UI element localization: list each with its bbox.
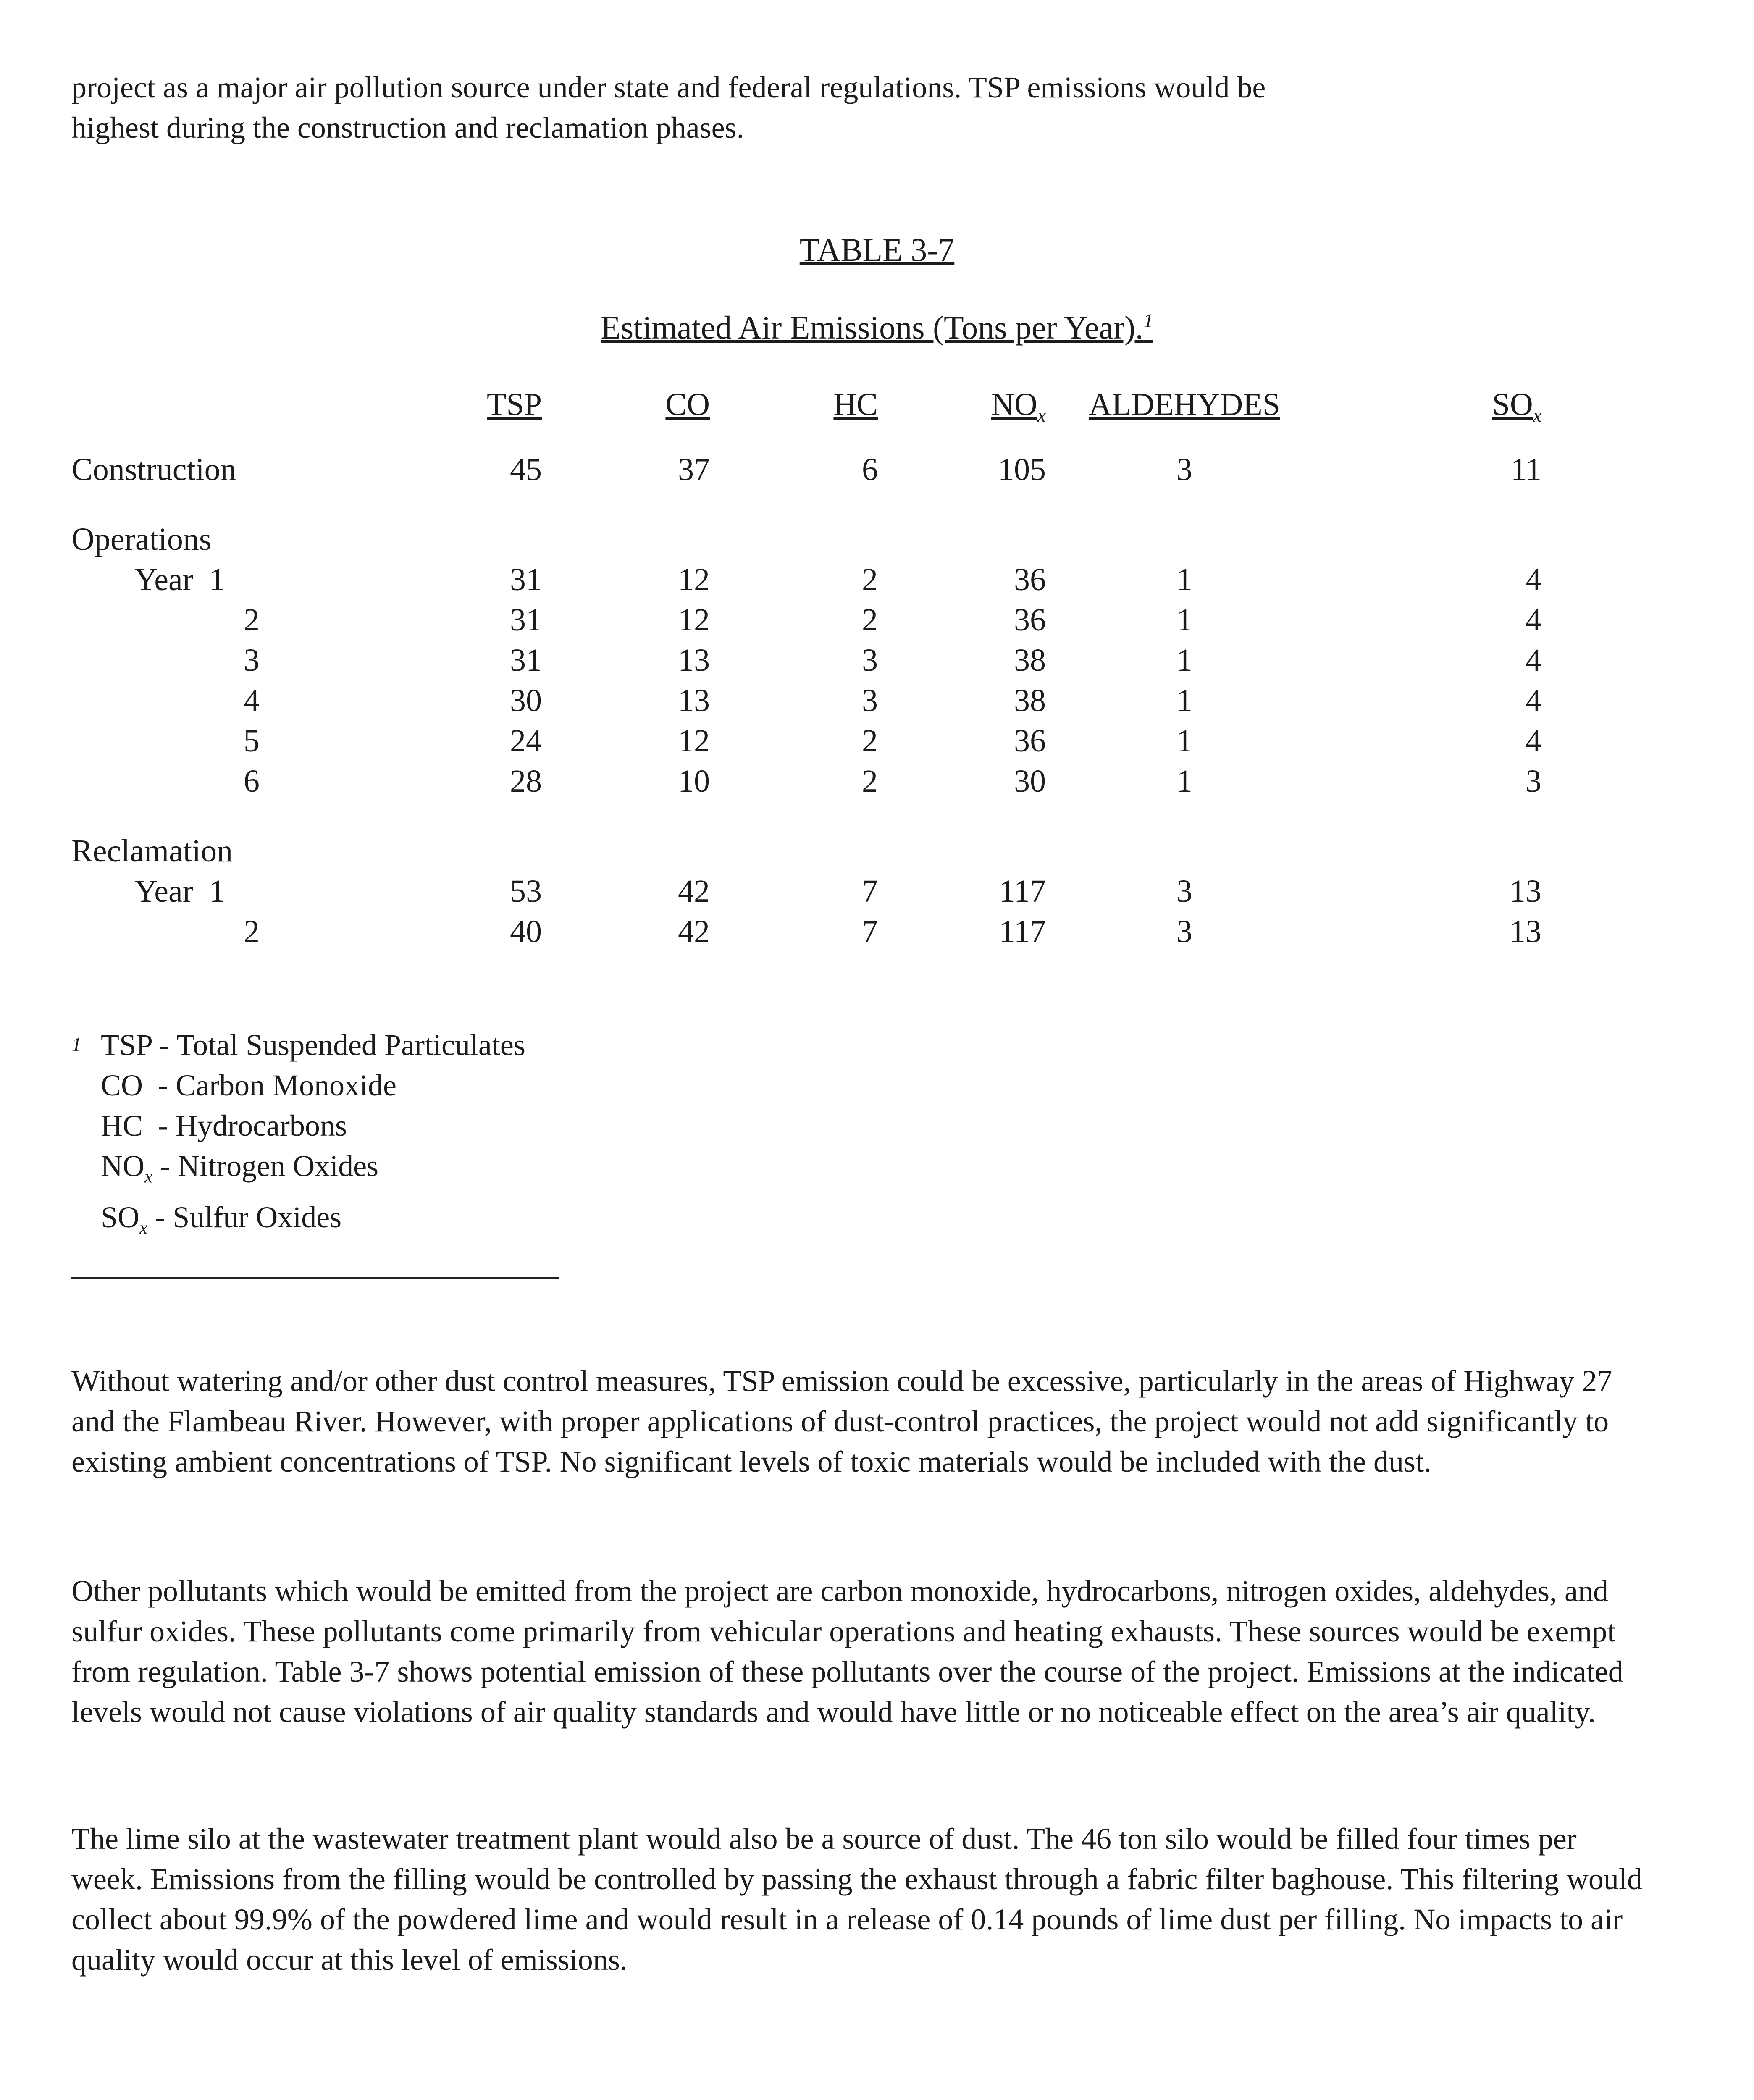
cell-sox: 3 [1526,764,1541,799]
header-tsp: TSP [487,387,542,422]
row-label: 4 [244,683,260,718]
cell-co: 13 [678,683,710,718]
cell-sox: 11 [1510,452,1541,487]
header-sox [1323,386,1558,449]
cell-nox: 105 [998,452,1046,487]
footnote-row [71,1146,525,1197]
cell-sox: 13 [1510,914,1541,949]
cell-co: 13 [678,643,710,678]
year-word: Year [134,562,194,597]
body-paragraph-1: Without watering and/or other dust control measures, TSP emission could be excessive, particularly in the areas of Highway 27 and the Flambeau River. However, with proper applications of dust-control practices, the project would not add significantly to existing ambient concentrations of TSP. No significant levels of toxic materials would be included with the dust. [71,1364,1612,1478]
section-label-reclamation [71,831,1558,871]
row-label: 3 [244,643,260,678]
row-label [71,559,391,600]
emissions-table [71,386,1558,952]
cell-tsp: 31 [510,562,542,597]
table-row-operations-year-6 [71,761,1558,801]
cell-aldehydes: 3 [1176,452,1192,487]
footnote-row [71,1025,525,1065]
table-footnotes [71,1025,525,1249]
cell-aldehydes: 1 [1176,562,1192,597]
footnote-row [71,1065,525,1105]
table-row-operations-year-2 [71,600,1558,640]
row-label: 2 [244,914,260,949]
table-title-text: Estimated Air Emissions (Tons per Year). [601,309,1144,346]
cell-nox: 36 [1014,602,1046,638]
cell-co: 42 [678,874,710,909]
table-row-reclamation-year-1 [71,871,1558,911]
row-label [71,871,391,911]
cell-tsp: 28 [510,764,542,799]
year-number: 1 [209,874,226,909]
cell-nox: 30 [1014,764,1046,799]
footnote-desc: - Total Suspended Particulates [159,1028,525,1062]
body-paragraph-2: Other pollutants which would be emitted from the project are carbon monoxide, hydrocarbons, nitrogen oxides, aldehydes, and sulfur oxides. These pollutants come primarily from vehicular operations and heating exhausts. These sources would be exempt from regulation. Table 3-7 shows potential emission of these pollutants over the course of the project. Emissions at the indicated levels would not cause violations of air quality standards and would have little or no noticeable effect on the area’s air quality. [71,1574,1623,1729]
footnote-desc: - Sulfur Oxides [155,1200,342,1234]
cell-hc: 3 [862,643,878,678]
header-co: CO [665,387,710,422]
cell-nox: 38 [1014,683,1046,718]
row-label: 2 [244,602,260,638]
cell-co: 12 [678,602,710,638]
header-nox [895,386,1063,449]
cell-aldehydes: 3 [1176,914,1192,949]
cell-hc: 7 [862,874,878,909]
footnote-desc: - Hydrocarbons [158,1109,347,1142]
year-word: Year [134,874,194,909]
row-label: Reclamation [71,833,233,869]
cell-tsp: 31 [510,643,542,678]
cell-aldehydes: 1 [1176,602,1192,638]
cell-sox: 4 [1526,643,1541,678]
footnote-row [71,1105,525,1146]
cell-sox: 13 [1510,874,1541,909]
row-label: 6 [244,764,260,799]
cell-nox: 36 [1014,723,1046,759]
table-title [0,309,1754,346]
table-row-construction [71,449,1558,490]
cell-aldehydes: 1 [1176,643,1192,678]
cell-hc: 2 [862,764,878,799]
header-blank [71,386,391,449]
table-number: TABLE 3-7 [799,231,955,268]
footnote-abbr: TSP [101,1028,152,1062]
cell-sox: 4 [1526,562,1541,597]
cell-co: 12 [678,562,710,597]
table-row-operations-year-3 [71,640,1558,680]
year-number: 1 [209,562,226,597]
cell-tsp: 31 [510,602,542,638]
cell-tsp: 40 [510,914,542,949]
cell-tsp: 24 [510,723,542,759]
cell-hc: 2 [862,602,878,638]
footnote-sub: x [144,1167,153,1187]
table-row-operations-year-4 [71,680,1558,721]
table-row-reclamation-year-2 [71,911,1558,952]
cell-hc: 2 [862,723,878,759]
cell-aldehydes: 1 [1176,764,1192,799]
footnote-desc: - Carbon Monoxide [158,1068,396,1102]
cell-aldehydes: 1 [1176,723,1192,759]
cell-co: 42 [678,914,710,949]
cell-tsp: 30 [510,683,542,718]
table-title-footnote-mark: 1 [1143,310,1153,332]
footnote-mark: 1 [71,1034,81,1056]
cell-nox: 117 [999,874,1046,909]
body-paragraph-3: The lime silo at the wastewater treatment plant would also be a source of dust. The 46 ton silo would be filled four times per week. Emissions from the filling would be controlled by passing the exhaust through a fabric filter baghouse. This filtering would collect about 99.9% of the powdered lime and would result in a release of 0.14 pounds of lime dust per filling. No impacts to air quality would occur at this level of emissions. [71,1822,1642,1977]
footnote-sub: x [139,1218,148,1238]
cell-hc: 3 [862,683,878,718]
footnote-desc: - Nitrogen Oxides [160,1149,379,1183]
header-sox-text: SO [1492,387,1533,422]
cell-co: 12 [678,723,710,759]
cell-hc: 2 [862,562,878,597]
header-aldehydes: ALDEHYDES [1089,387,1280,422]
cell-co: 37 [678,452,710,487]
footnote-abbr: CO [101,1068,143,1102]
cell-tsp: 53 [510,874,542,909]
cell-sox: 4 [1526,723,1541,759]
header-nox-text: NO [991,387,1037,422]
header-sox-sub: x [1533,404,1541,426]
footnote-abbr: SO [101,1200,140,1234]
intro-paragraph [71,67,1651,148]
cell-sox: 4 [1526,683,1541,718]
footnote-divider [71,1277,559,1279]
cell-sox: 4 [1526,602,1541,638]
table-row-operations-year-5 [71,721,1558,761]
cell-nox: 36 [1014,562,1046,597]
intro-line-2: highest during the construction and reclamation phases. [71,111,744,144]
section-label-operations [71,519,1558,559]
footnote-abbr: HC [101,1109,143,1142]
footnote-row [71,1197,525,1248]
footnote-abbr: NO [101,1149,144,1183]
row-label: Operations [71,522,212,557]
header-hc: HC [833,387,878,422]
row-label: 5 [244,723,260,759]
table-row-operations-year-1 [71,559,1558,600]
cell-nox: 117 [999,914,1046,949]
cell-aldehydes: 1 [1176,683,1192,718]
header-nox-sub: x [1037,404,1046,426]
cell-aldehydes: 3 [1176,874,1192,909]
row-label: Construction [71,452,236,487]
cell-tsp: 45 [510,452,542,487]
cell-co: 10 [678,764,710,799]
intro-line-1: project as a major air pollution source under state and federal regulations. TSP emissions would be [71,71,1266,104]
table-header-row [71,386,1558,449]
cell-hc: 7 [862,914,878,949]
cell-nox: 38 [1014,643,1046,678]
cell-hc: 6 [862,452,878,487]
